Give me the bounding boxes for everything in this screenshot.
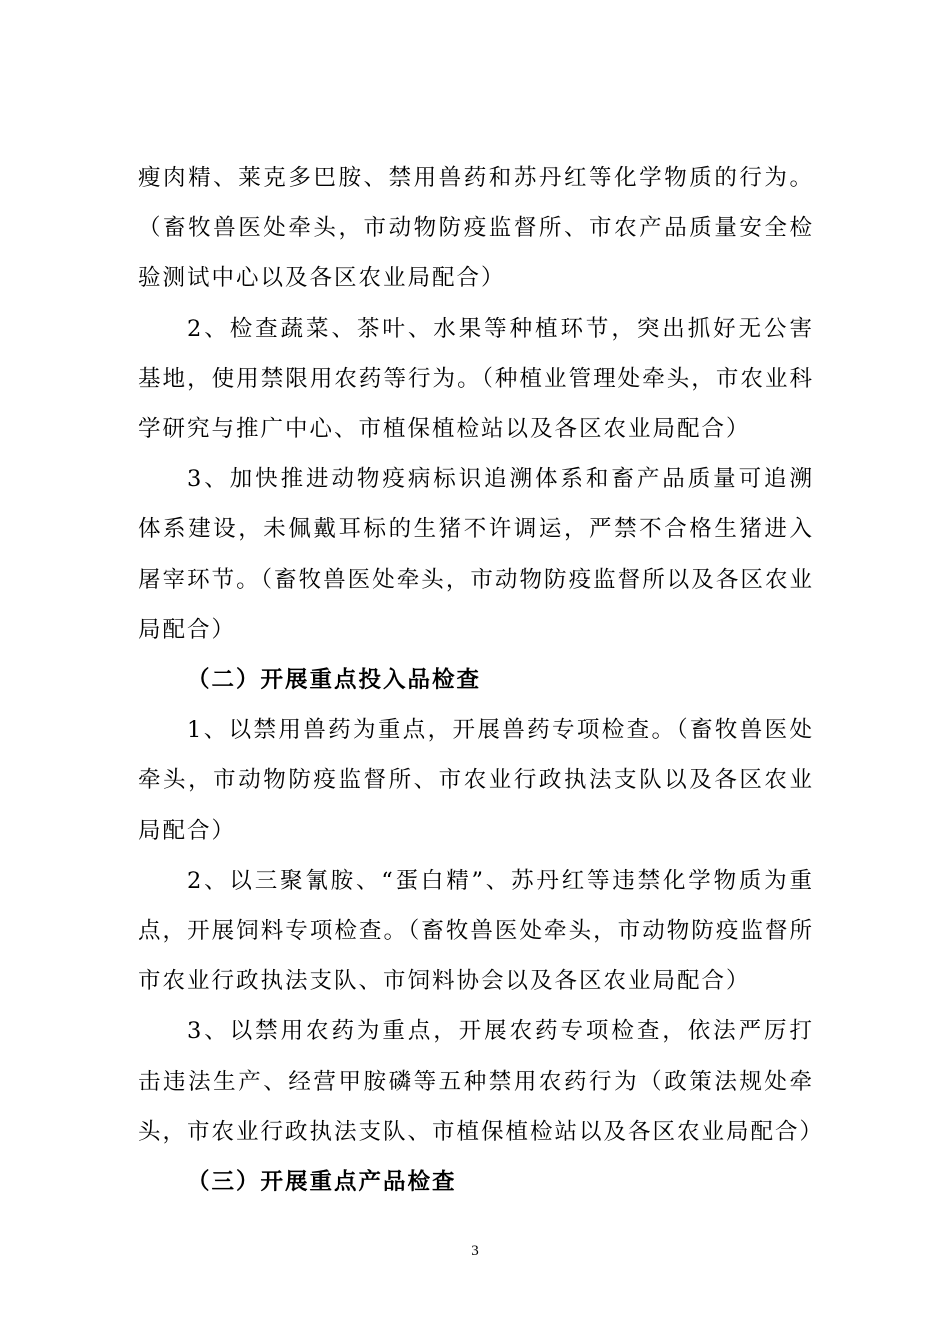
section-heading-products: （三）开展重点产品检查 (187, 1169, 457, 1196)
paragraph-item-2-planting: 2、检查蔬菜、茶叶、水果等种植环节，突出抓好无公害基地，使用禁限用农药等行为。（种植业管理处牵头，市农业科学研究与推广中心、市植保植检站以及各区农业局配合） (138, 315, 814, 443)
paragraph-item-2-feed: 2、以三聚氰胺、“蛋白精”、苏丹红等违禁化学物质为重点，开展饲料专项检查。（畜牧兽医处牵头，市动物防疫监督所市农业行政执法支队、市饲料协会以及各区农业局配合） (138, 867, 814, 995)
page-number: 3 (471, 1243, 479, 1259)
section-heading-inputs: （二）开展重点投入品检查 (187, 667, 482, 694)
paragraph-continuation: 瘦肉精、莱克多巴胺、禁用兽药和苏丹红等化学物质的行为。（畜牧兽医处牵头，市动物防疫监督所、市农产品质量安全检验测试中心以及各区农业局配合） (138, 165, 814, 292)
paragraph-item-3-pesticides: 3、以禁用农药为重点，开展农药专项检查，依法严厉打击违法生产、经营甲胺磷等五种禁用农药行为（政策法规处牵头，市农业行政执法支队、市植保植检站以及各区农业局配合） (138, 1018, 825, 1145)
paragraph-item-1-vet-drugs: 1、以禁用兽药为重点，开展兽药专项检查。（畜牧兽医处牵头，市动物防疫监督所、市农业行政执法支队以及各区农业局配合） (138, 717, 814, 844)
document-body (138, 153, 825, 1207)
paragraph-item-3-traceability: 3、加快推进动物疫病标识追溯体系和畜产品质量可追溯体系建设，未佩戴耳标的生猪不许调运，严禁不合格生猪进入屠宰环节。（畜牧兽医处牵头，市动物防疫监督所以及各区农业局配合） (138, 466, 814, 643)
